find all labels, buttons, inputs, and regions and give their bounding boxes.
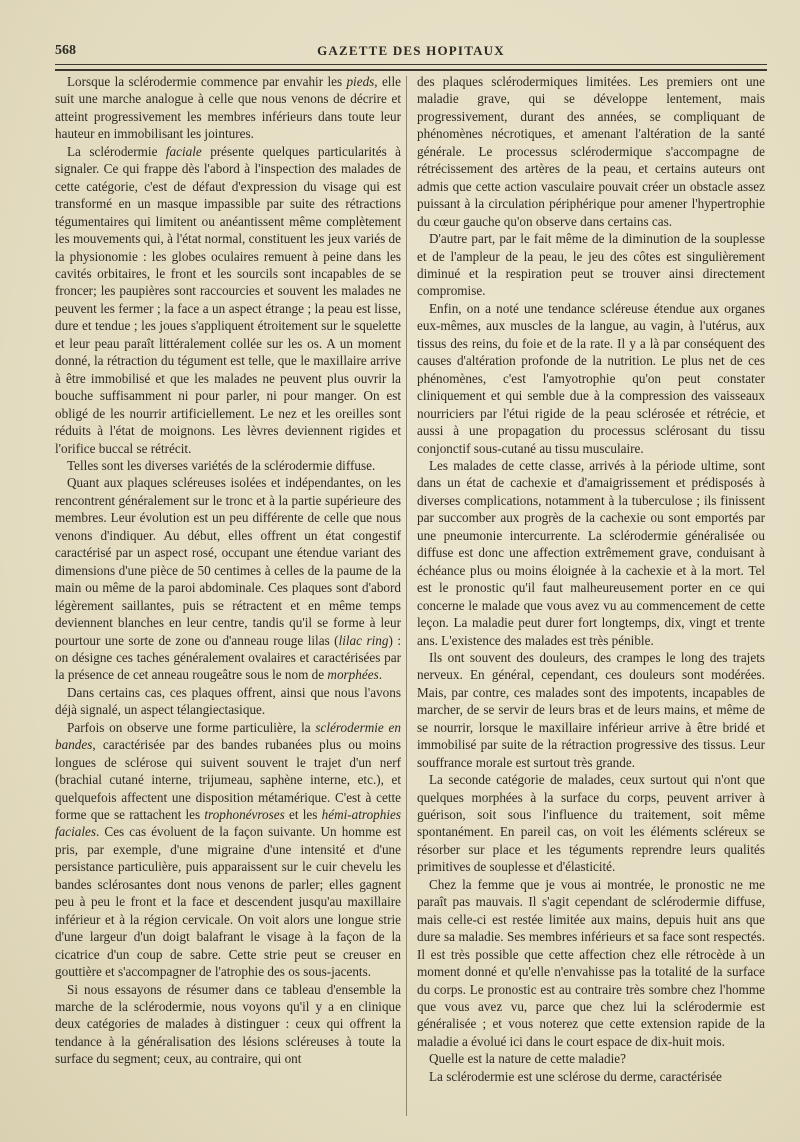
paragraph: Les malades de cette classe, arrivés à la période ultime, sont dans un état de cachexie et d'amaigrissement et prédisposés à diverses complications, notamment à la tuberculose ; ils finissent par succomber aux progrès de la cachexie ou sont emportés par une pneumonie intercurrente. La sclérodermie généralisée ou diffuse est donc une affection extrêmement grave, conduisant à échéance plus ou moins éloignée à la cachexie et à la mort. Tel est le pronostic qu'il faut malheureusement porter en ce qui concerne le malade que vous avez vu au commencement de cette leçon. La maladie peut durer fort longtemps, dix, vingt et trente ans. L'existence des malades est très pénible.	[417, 457, 765, 648]
journal-title: GAZETTE DES HOPITAUX	[317, 43, 505, 58]
column-divider	[406, 76, 407, 1116]
paragraph: D'autre part, par le fait même de la diminution de la souplesse et de l'ampleur de la peau, le jeu des côtes est singulièrement diminué et la respiration peut se trouver ainsi directement compromise.	[417, 231, 765, 299]
paragraph: La seconde catégorie de malades, ceux surtout qui n'ont que quelques morphées à la surface du corps, peuvent arriver à guérison, soit sous l'influence du traitement, soit même spontanément. En pareil cas, on voit les éléments scléreux se résorber sur place et les téguments reprendre leurs qualités primitives de souplesse et d'élasticité.	[417, 772, 765, 875]
paragraph: Parfois on observe une forme particulière, la sclérodermie en bandes, caractérisée par des bandes rubanées plus ou moins longues de sclérose qui suivent souvent le trajet d'un nerf (brachial cutané interne, trijumeau, saphène interne, etc.), et quelquefois affectent une disposition métamérique. C'est à cette forme que se rattachent les trophonévroses et les hémi-atrophies faciales. Ces cas évoluent de la façon suivante. Un homme est pris, par exemple, d'une migraine d'une intensité et d'une persistance particulière, puis apparaissent sur le cuir chevelu les bandes sclérosantes dont nous venons de parler; elles gagnent peu à peu le front et la face et descendent jusqu'au maxillaire inférieur et à la région cervicale. On voit alors une longue strie d'une largeur d'un doigt balafrant le visage à la façon de la cicatrice d'un coup de sabre. Cette strie peut se creuser en gouttière et s'accompagner de l'atrophie des os sous-jacents.	[55, 719, 401, 980]
header-rule-thin	[55, 64, 767, 65]
paragraph: Quant aux plaques scléreuses isolées et indépendantes, on les rencontrent généralement sur le tronc et à la partie supérieure des membres. Leur évolution est un peu différente de celle que nous venons d'indiquer. Au début, elles offrent un état congestif caractérisé par un aspect rosé, occupant une étendue variant des dimensions d'une pièce de 50 centimes à celles de la paume de la main ou même de la paroi abdominale. Ces plaques sont d'abord légèrement saillantes, puis se rétractent et en même temps deviennent blanches en leur centre, tandis qu'il se forme à leur pourtour une sorte de zone ou d'anneau rouge lilas (lilac ring) : on désigne ces taches généralement ovalaires et caractérisées par la présence de cet anneau rougeâtre sous le nom de morphées.	[55, 475, 401, 683]
header-rule-thick	[55, 69, 767, 71]
paragraph: Ils ont souvent des douleurs, des crampes le long des trajets nerveux. En général, cependant, ces douleurs sont modérées. Mais, par contre, ces malades sont des impotents, incapables de marcher, de se servir de leurs bras et de leurs mains, et même de se nourrir, lorsque le maxillaire inférieur arrive à être bridé et immobilisé par suite de la rétraction progressive des tissus. Leur souffrance morale est surtout très grande.	[417, 649, 765, 770]
paragraph: Lorsque la sclérodermie commence par envahir les pieds, elle suit une marche analogue à celle que nous venons de décrire et atteint progressivement les membres inférieurs dans toute leur hauteur en immobilisant les jointures.	[55, 74, 401, 142]
paragraph: La sclérodermie faciale présente quelques particularités à signaler. Ce qui frappe dès l'abord à l'inspection des malades de cette catégorie, c'est de défaut d'expression du visage qui est transformé en un masque impassible par suite des rétractions tégumentaires qui limitent ou anéantissent même complètement les mouvements qui, à l'état normal, constituent les jeux variés de la physionomie : les globes oculaires remuent à peine dans les cavités orbitaires, le front et les sourcils sont incapables de se froncer; les paupières sont raccourcies et souvent les malades ne peuvent les fermer ; la face a un aspect étrange ; la peau est lisse, dure et tendue ; les joues s'appliquent étroitement sur le squelette et leur peau paraît littéralement collée sur les os. A un moment donné, la rétraction du tégument est telle, que le maxillaire arrive à être immobilisé et que les malades ne peuvent plus ouvrir la bouche suffisamment ni pour parler, ni pour manger. On est obligé de les nourrir artificiellement. Le nez et les oreilles sont réduits à l'état de moignons. Les lèvres deviennent rigides et l'orifice buccal se rétrécit.	[55, 143, 401, 456]
paragraph: Enfin, on a noté une tendance scléreuse étendue aux organes eux-mêmes, aux muscles de la langue, au vagin, à l'utérus, aux tissus des reins, du foie et de la rate. Il y a là par conséquent des causes d'altération profonde de la nutrition. Le plus net de ces phénomènes, c'est l'amyotrophie qu'on peut constater cliniquement et qui semble due à la compression des vaisseaux nourriciers par l'étui rigide de la peau sclérosée et rétrécie, et aussi à une propagation du processus sclérosant du tissu conjonctif sous-cutané au tissu musculaire.	[417, 300, 765, 456]
page-header	[55, 43, 767, 65]
left-column	[55, 73, 401, 1068]
paragraph: des plaques sclérodermiques limitées. Les premiers ont une maladie grave, qui se développe lentement, mais progressivement, durant des années, se compliquant de phénomènes nécrotiques, et amenant l'altération de la santé générale. Le processus sclérodermique s'accompagne de rétrécissement des artères de la peau, et certains auteurs ont admis que cette action vasculaire pouvait créer un obstacle assez puissant à la circulation périphérique pour amener l'hypertrophie du cœur gauche qu'on observe dans certains cas.	[417, 74, 765, 229]
paragraph: La sclérodermie est une sclérose du derme, caractérisée	[429, 1068, 722, 1084]
paragraph: Telles sont les diverses variétés de la sclérodermie diffuse.	[67, 457, 376, 473]
paragraph: Chez la femme que je vous ai montrée, le pronostic ne me paraît pas mauvais. Il s'agit cependant de sclérodermie diffuse, mais celle-ci est restée limitée aux mains, depuis huit ans que dure sa maladie. Ses membres inférieurs et sa face sont respectés. Il est très possible que cette affection chez elle rétrocède à un moment donné et qu'elle n'envahisse pas la totalité de la surface du corps. Le pronostic est au contraire très sombre chez l'homme que vous avez vu, parce que chez lui la sclérodermie est généralisée ; et vous noterez que cette extension rapide de la maladie a évolué ici dans le court espace de dix-huit mois.	[417, 876, 765, 1049]
paragraph: Quelle est la nature de cette maladie?	[429, 1051, 626, 1067]
paragraph: Si nous essayons de résumer dans ce tableau d'ensemble la marche de la sclérodermie, nous voyons qu'il y a en clinique deux catégories de malades à distinguer : ceux qui offrent la tendance à la généralisation des lésions scléreuses à toute la surface du segment; ceux, au contraire, qui ont	[55, 981, 401, 1067]
right-column	[417, 73, 765, 1085]
page-number: 568	[55, 43, 76, 58]
paragraph: Dans certains cas, ces plaques offrent, ainsi que nous l'avons déjà signalé, un aspect télangiectasique.	[55, 684, 401, 718]
